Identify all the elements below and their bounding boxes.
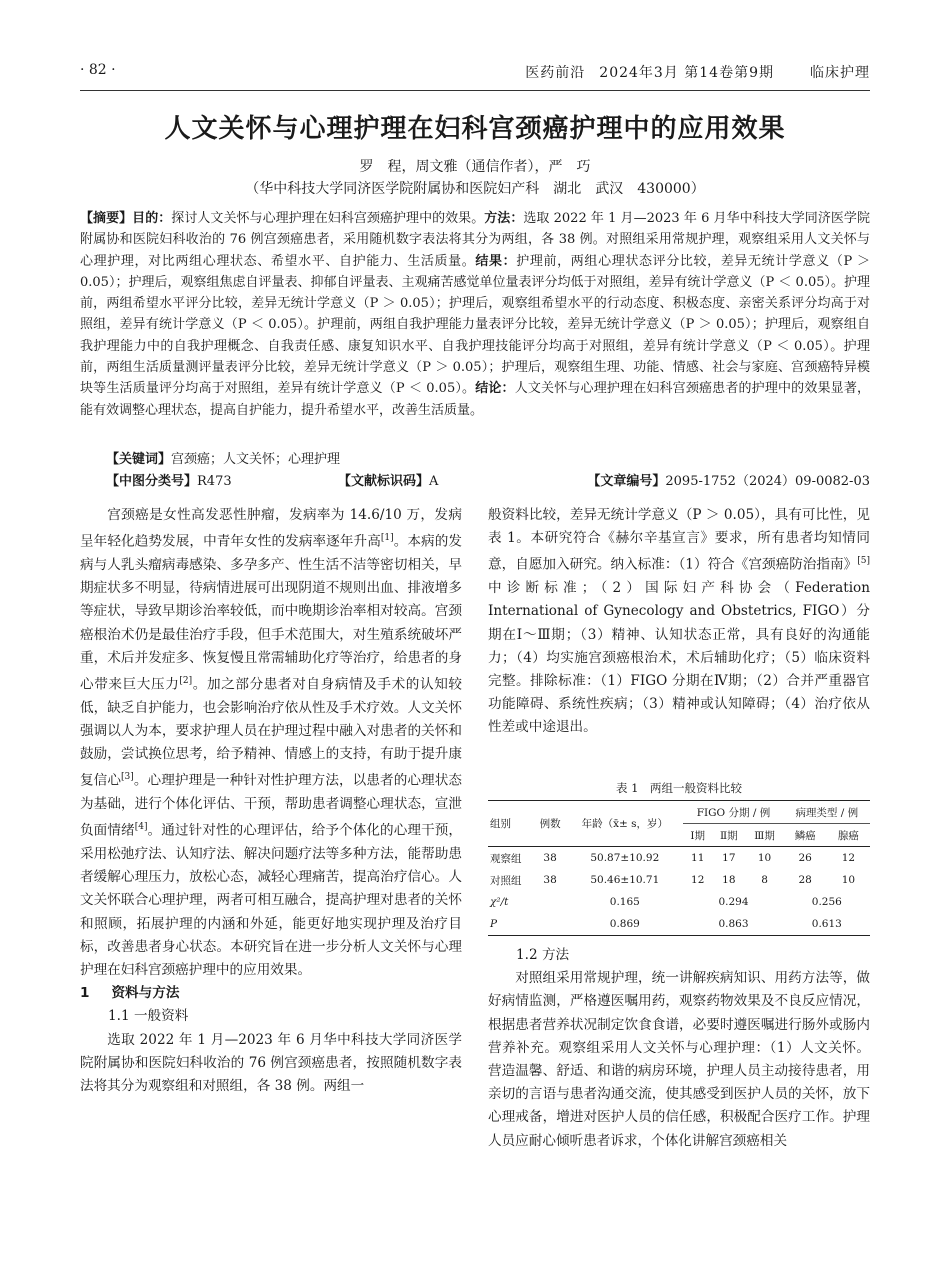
cell-age: 50.87±10.92 <box>590 852 660 864</box>
th-age: 年龄（x̄± s，岁） <box>566 801 683 847</box>
th-stage-3: Ⅲ期 <box>746 824 784 847</box>
page-number: · 82 · <box>80 62 116 78</box>
section-title: 资料与方法 <box>111 985 180 1002</box>
citation-4: [4] <box>134 822 148 833</box>
intro-text-4: 。心理护理是一种针对性护理方法，以患者的心理状态为基础，进行个体化评估、干预，帮助患者调整心理状态，宣泄负面情绪 <box>80 772 463 839</box>
keywords <box>106 448 870 467</box>
abstract-methods: 选取 2022 年 1 月—2023 年 6 月华中科技大学同济医学院附属协和医院妇科收治的 76 例宫颈癌患者，采用随机数字表法将其分为两组，各 38 例。对照组采用常规护理，观察组采用人文关怀与心理护理，对比两组心理状态、希望水平、自护能力、生活质量。 <box>80 211 870 269</box>
cell-stage-2: 18 <box>722 874 736 886</box>
cell-p-figo: 0.863 <box>718 918 749 930</box>
journal-info <box>511 62 870 82</box>
th-count: 例数 <box>534 801 566 847</box>
table-row <box>488 847 870 870</box>
citation-1: [1] <box>380 533 394 544</box>
article-title: 人文关怀与心理护理在妇科宫颈癌护理中的应用效果 <box>164 114 786 144</box>
cell-group: 观察组 <box>490 852 522 865</box>
intro-paragraph <box>80 504 462 982</box>
header-rule <box>80 90 870 91</box>
th-adeno: 腺癌 <box>827 824 870 847</box>
cell-stat-path: 0.256 <box>811 896 842 908</box>
doc-code <box>338 470 438 489</box>
abstract-conclusion: 人文关怀与心理护理在妇科宫颈癌患者的护理中的效果显著，能有效调整心理状态，提高自护能力，提升希望水平，改善生活质量。 <box>80 381 870 418</box>
journal-name: 医药前沿 <box>525 65 586 81</box>
article-number-value: 2095-1752（2024）09-0082-03 <box>665 474 870 489</box>
right-column-top <box>488 504 870 740</box>
table-caption: 表 1 两组一般资料比较 <box>616 781 742 795</box>
abstract-results-label: 结果： <box>475 253 517 269</box>
classification-line <box>106 470 870 490</box>
right-column-bottom <box>488 944 870 1153</box>
abstract-conclusion-label: 结论： <box>475 381 515 397</box>
citation-2: [2] <box>179 675 193 686</box>
th-stage-2: Ⅱ期 <box>712 824 745 847</box>
abstract-objective-label: 目的： <box>132 211 172 226</box>
th-stage-1: Ⅰ期 <box>683 824 712 847</box>
general-data-paragraph: 选取 2022 年 1 月—2023 年 6 月华中科技大学同济医学院附属协和医院妇科收治的 76 例宫颈癌患者，按照随机数字表法将其分为观察组和对照组，各 38 例。两组一 <box>80 1031 462 1094</box>
intro-text-3: 。加之部分患者对自身病情及手术的认知较低，缺乏自护能力，也会影响治疗依从性及手术疗效。人文关怀强调以人为本，要求护理人员在护理过程中融入对患者的关怀和鼓励，尝试换位思考，给予精神、情感上的支持，有助于提升康复信心 <box>80 676 463 789</box>
cell-stage-3: 10 <box>757 852 772 864</box>
issue-info: 2024年3月 第14卷第9期 <box>599 65 774 81</box>
table-row <box>488 869 870 891</box>
cell-stat-label: χ²/t <box>490 896 509 908</box>
subsection-heading-1-1: 1.1 一般资料 <box>108 1008 189 1025</box>
table-row-p <box>488 913 870 936</box>
section-heading-1 <box>80 982 462 1005</box>
table-row-stat <box>488 891 870 913</box>
subsection-heading-1-2: 1.2 方法 <box>516 947 570 963</box>
cell-count: 38 <box>543 852 557 864</box>
clc-value: R473 <box>197 474 232 489</box>
table-general-data <box>488 800 870 936</box>
cell-stage-1: 11 <box>691 852 705 864</box>
cell-p-label: P <box>490 918 498 930</box>
th-squamous: 鳞癌 <box>784 824 827 847</box>
clc-label: 【中图分类号】 <box>106 474 198 489</box>
general-data-text-2: 中诊断标准；（2）国际妇产科协会（Federation International of Gynecology and Obstetrics, FIGO）分期在Ⅰ～Ⅲ期；（3）精神、认知状态正常，具有良好的沟通能力；（4）均实施宫颈癌根治术，术后辅助化疗；（5）临床资料完整。排除标准：（1）FIGO 分期在Ⅳ期；（2）合并严重器官功能障碍、系统性疾病；（3）精神或认知障碍；（4）治疗依从性差或中途退出。 <box>488 580 870 736</box>
abstract-results: 护理前，两组心理状态评分比较，差异无统计学意义（P ＞ 0.05）；护理后，观察组焦虑自评量表、抑郁自评量表、主观痛苦感觉单位量表评分均低于对照组，差异有统计学意义（P ＜ 0.05）。护理前，两组希望水平评分比较，差异无统计学意义（P ＞ 0.05）；护理后，观察组希望水平的行动态度、积极态度、亲密关系评分均高于对照组，差异有统计学意义（P ＜ 0.05）。护理前，两组自我护理能力量表评分比较，差异无统计学意义（P ＞ 0.05）；护理后，观察组自我护理能力中的自我护理概念、自我责任感、康复知识水平、自我护理技能评分均高于对照组，差异有统计学意义（P ＜ 0.05）。护理前，两组生活质量测评量表评分比较，差异无统计学意义（P ＞ 0.05）；护理后，观察组生理、功能、情感、社会与家庭、宫颈癌特异模块等生活质量评分均高于对照组，差异有统计学意义（P ＜ 0.05）。 <box>80 253 870 397</box>
abstract <box>80 208 870 421</box>
affiliation: （华中科技大学同济医学院附属协和医院妇产科 湖北 武汉 430000） <box>245 181 705 197</box>
citation-3: [3] <box>121 772 134 783</box>
abstract-label: 【摘要】 <box>80 211 133 226</box>
cell-adeno: 10 <box>841 874 856 886</box>
cell-squamous: 28 <box>798 874 812 886</box>
cell-stage-1: 12 <box>691 874 705 886</box>
doc-value: A <box>429 474 439 489</box>
article-number <box>587 470 870 489</box>
doc-label: 【文献标识码】 <box>338 474 430 489</box>
authors: 罗 程，周文雅（通信作者），严 巧 <box>359 159 591 175</box>
article-number-label: 【文章编号】 <box>587 474 666 489</box>
section-number: 1 <box>80 985 90 1002</box>
abstract-methods-label: 方法： <box>484 211 524 226</box>
cell-age: 50.46±10.71 <box>590 874 660 886</box>
running-header <box>80 62 870 84</box>
th-group: 组别 <box>488 801 534 847</box>
cell-count: 38 <box>543 874 557 886</box>
cell-stat-figo: 0.294 <box>718 896 749 908</box>
cell-p-age: 0.869 <box>609 918 640 930</box>
keywords-text: 宫颈癌；人文关怀；心理护理 <box>171 452 341 467</box>
cell-squamous: 26 <box>798 852 812 864</box>
intro-text-2: 。本病的发病与人乳头瘤病毒感染、多孕多产、性生活不洁等密切相关，早期症状多不明显，待病情进展可出现阴道不规则出血、排液增多等症状，导致早期诊治率较低，而中晚期诊治率相对较高。宫颈癌根治术仍是最佳治疗手段，但手术范围大，对生殖系统破坏严重，术后并发症多、恢复慢且常需辅助化疗等治疗，给患者的身心带来巨大压力 <box>80 533 463 693</box>
th-figo: FIGO 分期 / 例 <box>683 801 783 824</box>
clc-code <box>106 474 232 489</box>
th-pathology: 病理类型 / 例 <box>784 801 870 824</box>
citation-5: [5] <box>857 556 870 567</box>
keywords-label: 【关键词】 <box>106 452 172 467</box>
section-name: 临床护理 <box>810 65 870 81</box>
cell-p-path: 0.613 <box>811 918 842 930</box>
intro-text-1: 宫颈癌是女性高发恶性肿瘤，发病率为 14.6/10 万，发病呈年轻化趋势发展，中青年女性的发病率逐年升高 <box>80 507 462 550</box>
left-column <box>80 504 462 1098</box>
methods-paragraph: 对照组采用常规护理，统一讲解疾病知识、用药方法等，做好病情监测，严格遵医嘱用药，观察药物效果及不良反应情况，根据患者营养状况制定饮食食谱，必要时遵医嘱进行肠外或肠内营养补充。观察组采用人文关怀与心理护理：（1）人文关怀。营造温馨、舒适、和谐的病房环境，护理人员主动接待患者，用亲切的言语与患者沟通交流，使其感受到医护人员的关怀，放下心理戒备，增进对医护人员的信任感，积极配合医疗工作。护理人员应耐心倾听患者诉求，个体化讲解宫颈癌相关 <box>488 970 870 1149</box>
general-data-text-1: 般资料比较，差异无统计学意义（P ＞ 0.05），具有可比性，见表 1。本研究符合《赫尔辛基宣言》要求，所有患者均知情同意，自愿加入研究。纳入标准：（1）符合《宫颈癌防治指南》 <box>488 507 870 573</box>
cell-stage-2: 17 <box>722 852 736 864</box>
cell-stage-3: 8 <box>761 874 768 886</box>
cell-group: 对照组 <box>490 874 522 887</box>
cell-adeno: 12 <box>841 852 856 864</box>
intro-text-5: 。通过针对性的心理评估，给予个体化的心理干预，采用松弛疗法、认知疗法、解决问题疗法等多种方法，能帮助患者缓解心理压力，放松心态，减轻心理痛苦，提高治疗信心。人文关怀联合心理护理，两者可相互融合，提高护理对患者的关怀和照顾，拓展护理的内涵和外延，能更好地实现护理及治疗目标，改善患者身心状态。本研究旨在进一步分析人文关怀与心理护理在妇科宫颈癌护理中的应用效果。 <box>80 822 463 978</box>
abstract-objective: 探讨人文关怀与心理护理在妇科宫颈癌护理中的效果。 <box>171 211 485 226</box>
cell-stat-age: 0.165 <box>609 896 640 908</box>
general-data-continued <box>488 504 870 740</box>
